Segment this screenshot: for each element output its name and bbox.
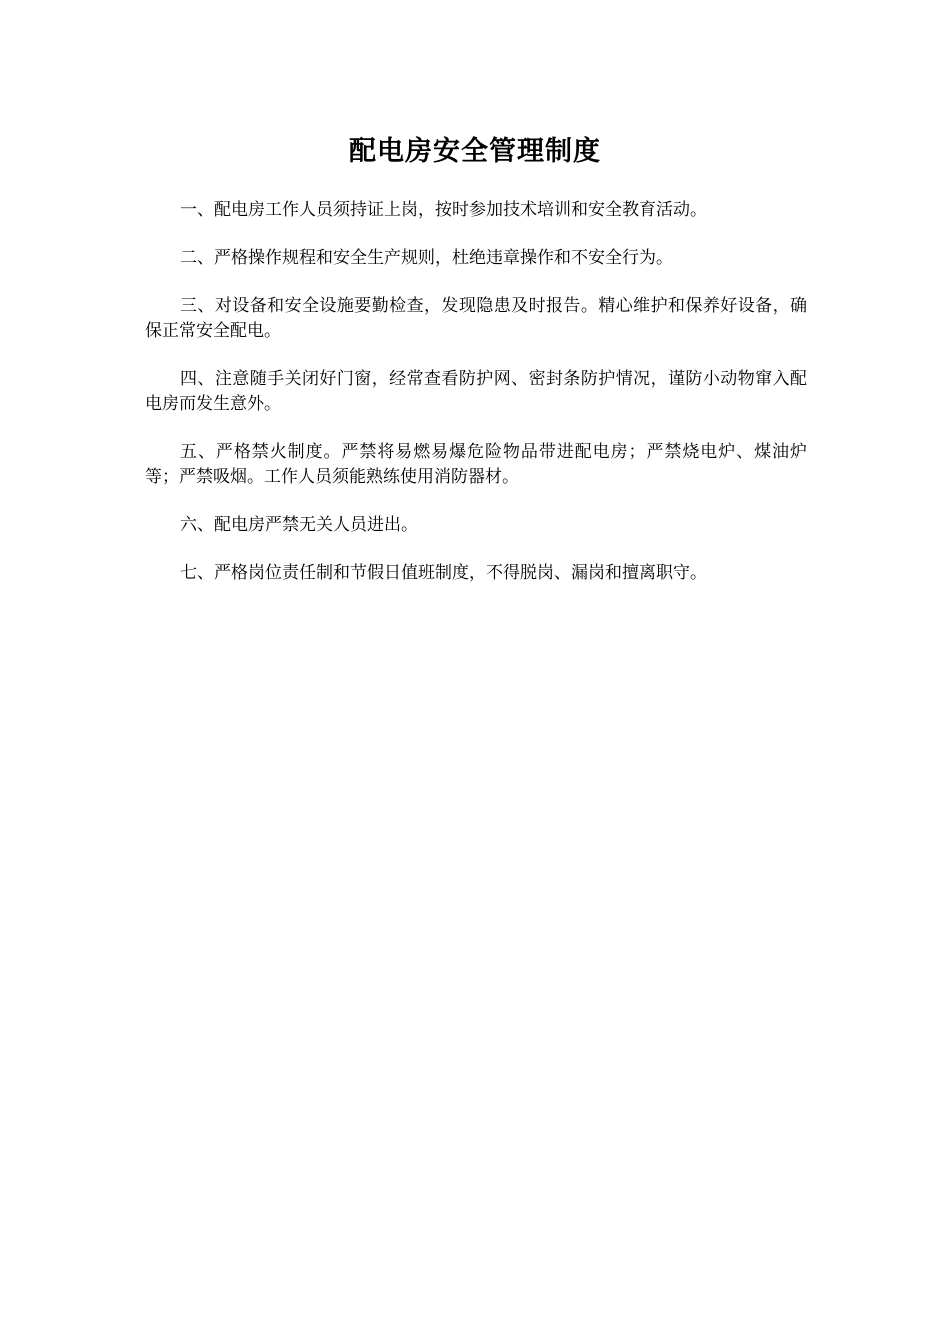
rule-item-4: 四、注意随手关闭好门窗，经常查看防护网、密封条防护情况，谨防小动物窜入配电房而发生意外。 (145, 369, 807, 414)
rule-item-7: 七、严格岗位责任制和节假日值班制度，不得脱岗、漏岗和擅离职守。 (180, 563, 707, 583)
document-title: 配电房安全管理制度 (349, 136, 601, 167)
rule-item-1: 一、配电房工作人员须持证上岗，按时参加技术培训和安全教育活动。 (180, 200, 707, 220)
rule-item-5: 五、严格禁火制度。严禁将易燃易爆危险物品带进配电房；严禁烧电炉、煤油炉等；严禁吸烟。工作人员须能熟练使用消防器材。 (145, 442, 807, 487)
rule-item-2: 二、严格操作规程和安全生产规则，杜绝违章操作和不安全行为。 (180, 248, 673, 268)
rule-item-6: 六、配电房严禁无关人员进出。 (180, 515, 418, 535)
rules-list (145, 198, 807, 609)
rule-item-3: 三、对设备和安全设施要勤检查，发现隐患及时报告。精心维护和保养好设备，确保正常安全配电。 (145, 296, 807, 341)
